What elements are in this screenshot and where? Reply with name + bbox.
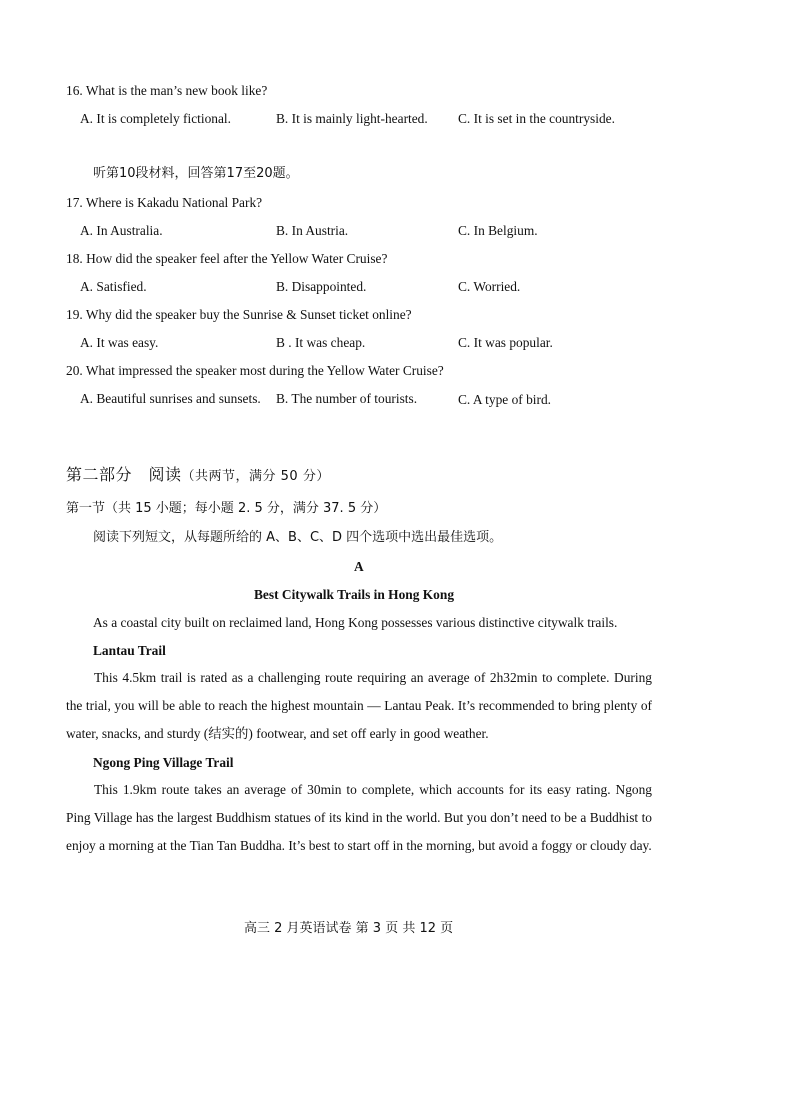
q20-option-b: B. The number of tourists. xyxy=(276,391,418,406)
part-two-heading xyxy=(66,465,330,485)
question-19: 19. Why did the speaker buy the Sunrise & Sunset ticket online? xyxy=(66,307,412,322)
q16-option-b: B. It is mainly light-hearted. xyxy=(276,111,428,126)
reading-instruction: 阅读下列短文，从每题所给的 A、B、C、D 四个选项中选出最佳选项。 xyxy=(93,530,503,545)
q19-option-a: A. It was easy. xyxy=(80,335,159,350)
trail-text-ngong-ping: This 1.9km route takes an average of 30min to complete, which accounts for its easy rating. Ngong Ping Village has the largest Buddhism statues of its kind in the world. But you don’t need to be a Buddhist to enjoy a morning at the Tian Tan Buddha. It’s best to start off in the morning, but avoid a foggy or cloudy day. xyxy=(66,782,652,853)
trail-heading-lantau: Lantau Trail xyxy=(93,643,166,658)
q19-option-b: B . It was cheap. xyxy=(276,335,366,350)
passage-intro: As a coastal city built on reclaimed land, Hong Kong possesses various distinctive citywalk trails. xyxy=(93,615,618,630)
q20-option-a: A. Beautiful sunrises and sunsets. xyxy=(80,391,261,406)
q20-option-c: C. A type of bird. xyxy=(458,392,551,407)
q16-option-c: C. It is set in the countryside. xyxy=(458,111,615,126)
q17-option-c: C. In Belgium. xyxy=(458,223,538,238)
q17-option-b: B. In Austria. xyxy=(276,223,349,238)
section-one-heading: 第一节（共 15 小题；每小题 2. 5 分，满分 37. 5 分） xyxy=(66,501,387,516)
part-two-subtitle: （共两节，满分 50 分） xyxy=(181,469,330,484)
q18-option-b: B. Disappointed. xyxy=(276,279,367,294)
listening-instruction: 听第10段材料，回答第17至20题。 xyxy=(93,166,299,181)
q18-option-a: A. Satisfied. xyxy=(80,279,147,294)
question-20: 20. What impressed the speaker most during the Yellow Water Cruise? xyxy=(66,363,444,378)
q18-option-c: C. Worried. xyxy=(458,279,521,294)
passage-title: Best Citywalk Trails in Hong Kong xyxy=(254,587,455,602)
page-footer: 高三 2 月英语试卷 第 3 页 共 12 页 xyxy=(244,921,454,936)
q16-option-a: A. It is completely fictional. xyxy=(80,111,231,126)
trail-text-lantau: This 4.5km trail is rated as a challenging route requiring an average of 2h32min to complete. During the trial, you will be able to reach the highest mountain — Lantau Peak. It’s recommended to bring plenty of water, snacks, and sturdy (结实的) footwear, and set off early in good weather. xyxy=(66,670,652,741)
trail-heading-ngong-ping: Ngong Ping Village Trail xyxy=(93,755,234,770)
question-16: 16. What is the man’s new book like? xyxy=(66,83,268,98)
q17-option-a: A. In Australia. xyxy=(80,223,163,238)
passage-letter: A xyxy=(354,559,364,574)
q19-option-c: C. It was popular. xyxy=(458,335,553,350)
question-17: 17. Where is Kakadu National Park? xyxy=(66,195,263,210)
question-18: 18. How did the speaker feel after the Yellow Water Cruise? xyxy=(66,251,388,266)
part-two-title: 第二部分 阅读 xyxy=(66,465,182,484)
